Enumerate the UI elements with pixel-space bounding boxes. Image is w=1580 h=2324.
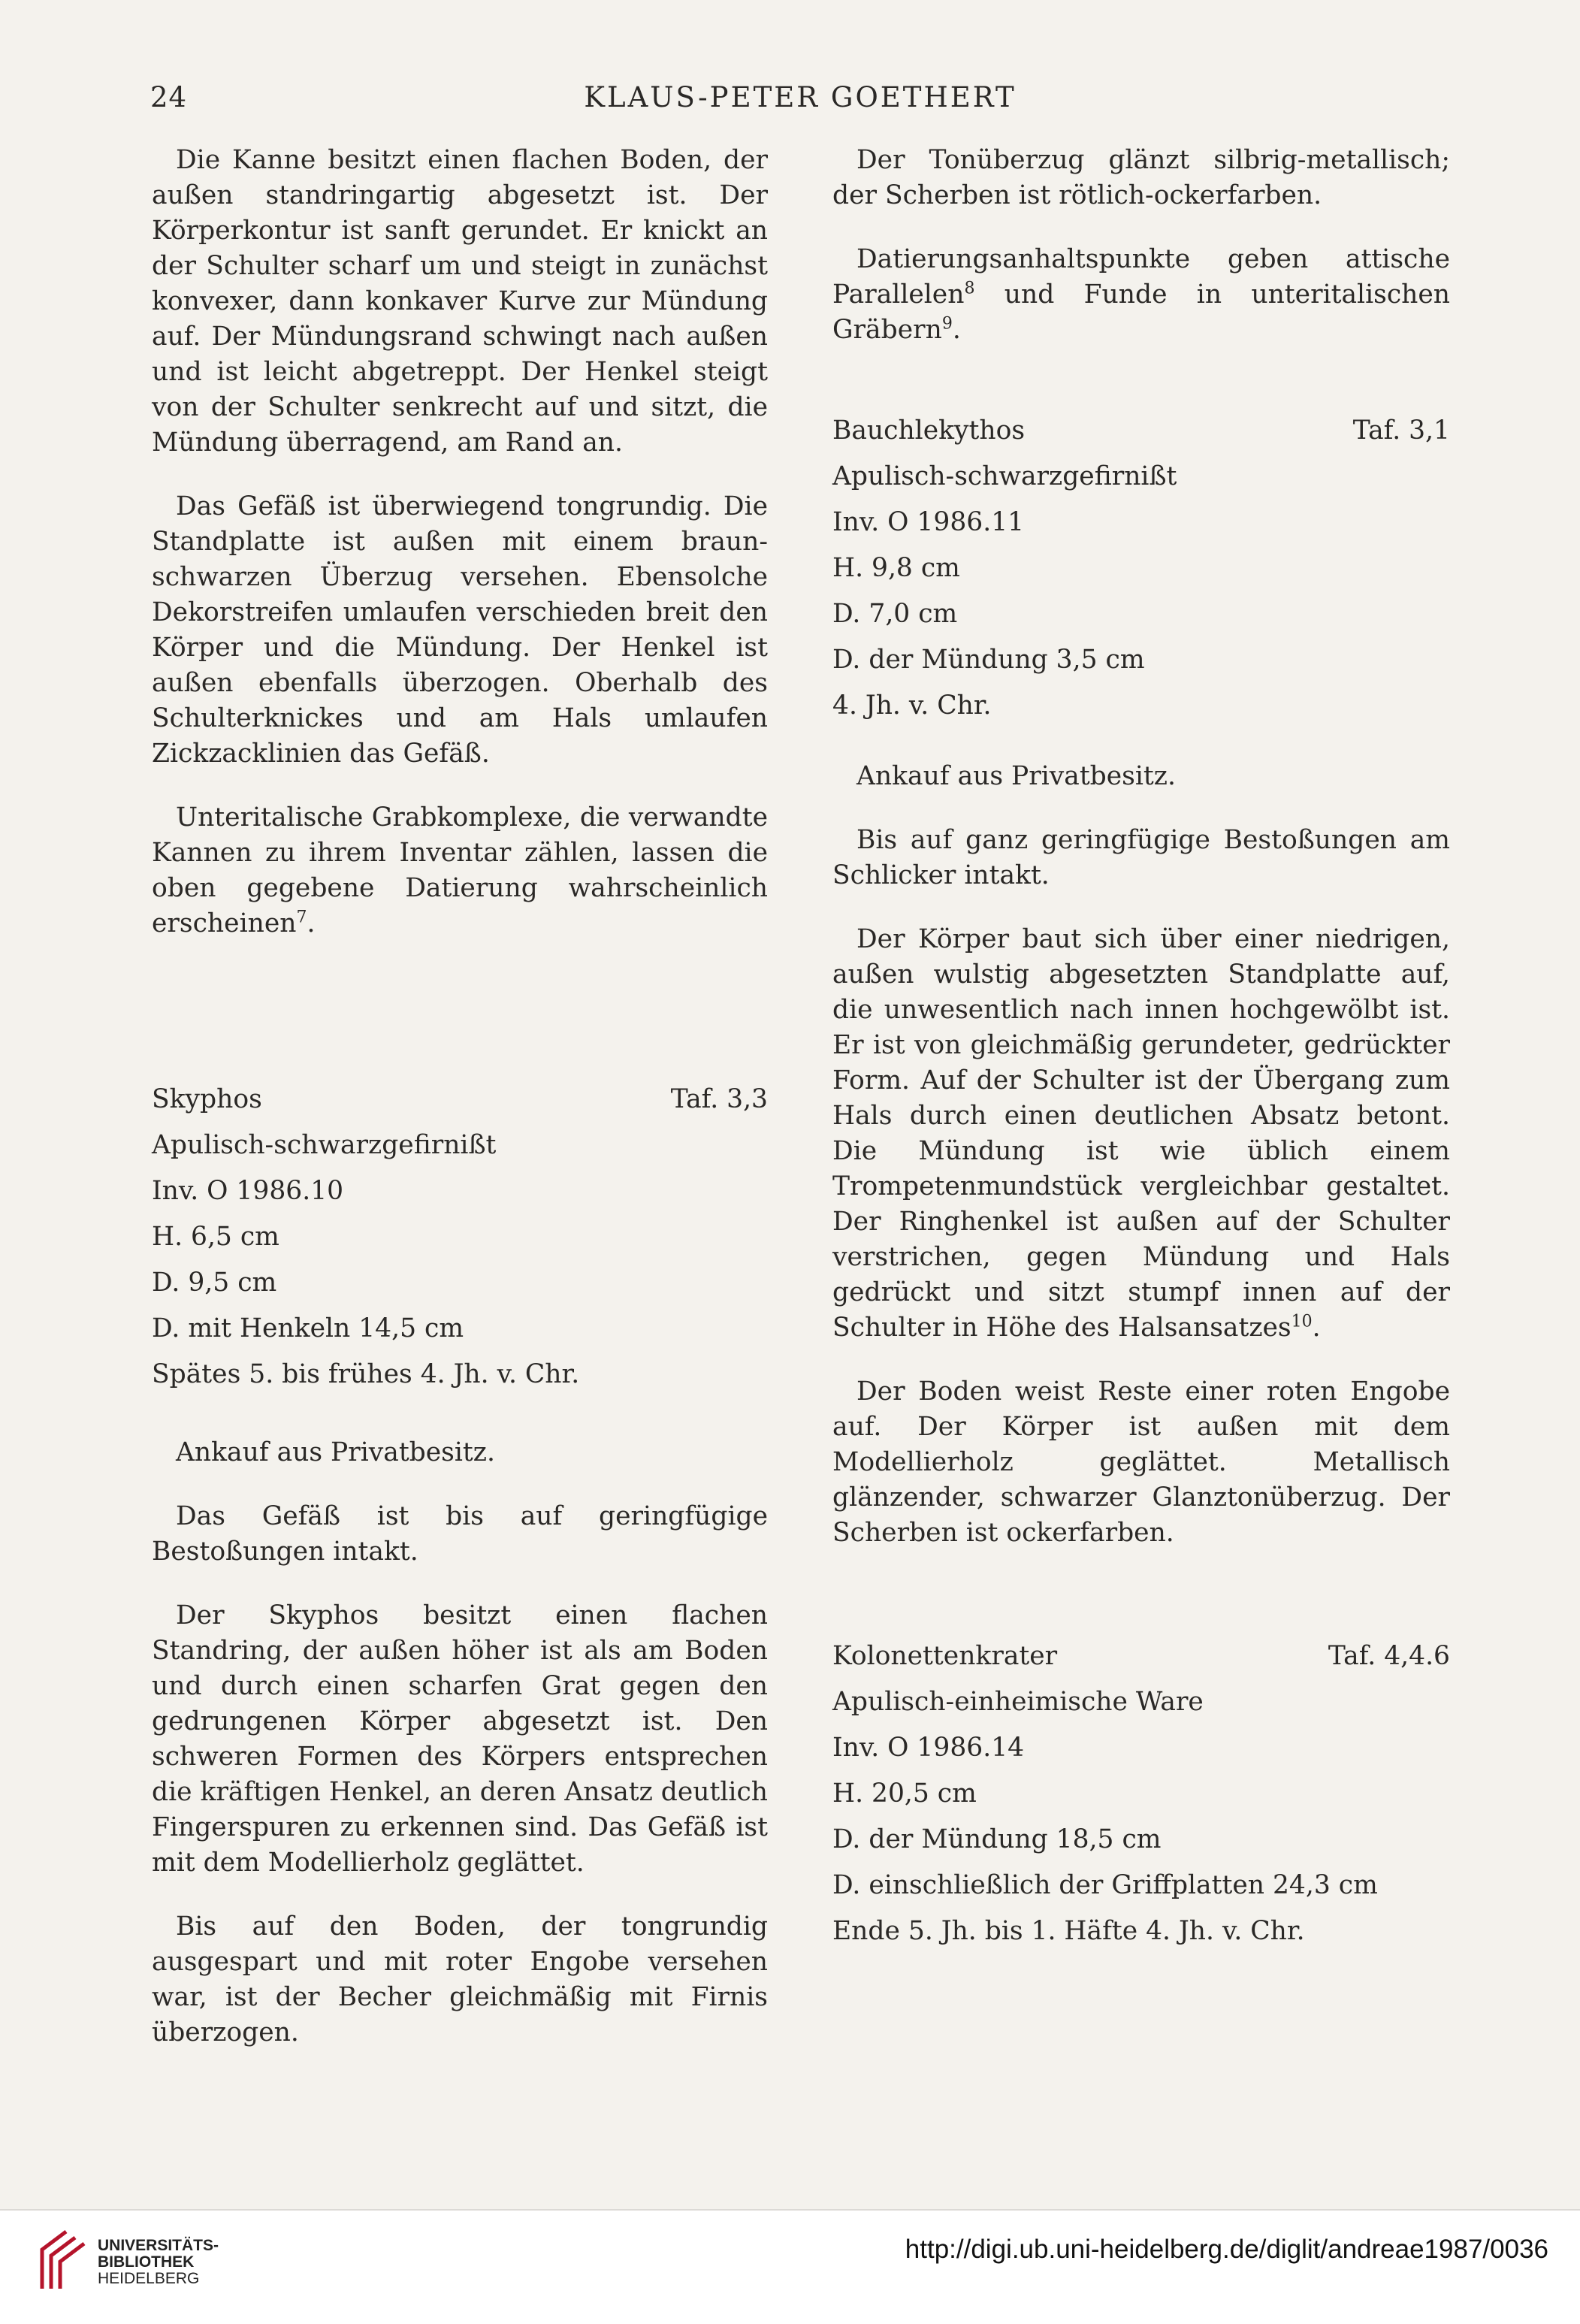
footnote-ref: 9 [941, 314, 953, 334]
entry-line: D. mit Henkeln 14,5 cm [152, 1313, 464, 1343]
entry-line: Apulisch-schwarzgefirnißt [152, 1130, 497, 1160]
entry-heading [832, 408, 1450, 454]
entry-line: D. 9,5 cm [152, 1268, 277, 1298]
library-logo-icon [36, 2227, 90, 2295]
catalog-entry-skyphos [152, 1077, 768, 1398]
entry-line: H. 20,5 cm [832, 1779, 977, 1809]
paragraph: Das Gefäß ist bis auf geringfügige Bestoßungen intakt. [152, 1501, 768, 1567]
left-column [152, 143, 768, 2079]
plate-reference: Taf. 3,1 [1352, 416, 1450, 446]
paragraph: Der Boden weist Reste einer roten Engobe auf. Der Körper ist außen mit dem Modellierholz geglättet. Metallisch glänzender, schwarzer Glanztonüberzug. Der Scherben ist ockerfarben. [832, 1377, 1450, 1548]
entry-line: 4. Jh. v. Chr. [832, 691, 992, 721]
paragraph: Ankauf aus Privatbesitz. [856, 761, 1176, 791]
plate-reference: Taf. 3,3 [670, 1084, 768, 1114]
paragraph: Der Skyphos besitzt einen flachen Standring, der außen höher ist als am Boden und durch einen scharfen Grat gegen den gedrungenen Körper abgesetzt ist. Den schweren Formen des Körpers entsprechen die kräftigen Henkel, an deren Ansatz deutlich Fingerspuren zu erkennen sind. Das Gefäß ist mit dem Modellierholz geglättet. [152, 1600, 768, 1878]
paragraph: Der Körper baut sich über einer niedrigen, außen wulstig abgesetzten Standplatte auf, die unwesentlich nach innen hochgewölbt ist. Er ist von gleichmäßig gerundeter, gedrückter Form. Auf der Schulter ist der Übergang zum Hals durch einen deutlichen Absatz betont. Die Mündung ist wie üblich einem Trompetenmundstück vergleichbar gestaltet. Der Ringhenkel ist außen auf der Schulter verstrichen, gegen Mündung und Hals gedrückt und sitzt stumpf innen auf der Schulter in Höhe des Halsansatzes$^{10}$. [832, 924, 1450, 1343]
entry-heading [152, 1077, 768, 1123]
paragraph: Datierungsanhaltspunkte geben attische Parallelen$^8$ und Funde in unteritalischen Gräbern$^9$. [832, 244, 1450, 345]
running-title: KLAUS-PETER GOETHERT [584, 81, 1017, 113]
entry-line: H. 6,5 cm [152, 1222, 279, 1252]
entry-title: Bauchlekythos [832, 416, 1026, 446]
paragraph: Bis auf den Boden, der tongrundig ausgespart und mit roter Engobe versehen war, ist der Becher gleichmäßig mit Firnis überzogen. [152, 1911, 768, 2047]
entry-line: D. 7,0 cm [832, 599, 958, 629]
footnote-ref: 7 [296, 908, 307, 927]
paragraph: Ankauf aus Privatbesitz. [176, 1437, 495, 1467]
entry-line: Apulisch-einheimische Ware [832, 1687, 1204, 1717]
entry-line: Inv. O 1986.10 [152, 1176, 344, 1206]
paragraph: Die Kanne besitzt einen flachen Boden, der außen standringartig abgesetzt ist. Der Körperkontur ist sanft gerundet. Er knickt an der Schulter scharf um und steigt in zunächst konvexer, dann konkaver Kurve zur Mündung auf. Der Mündungsrand schwingt nach außen und ist leicht abgetreppt. Der Henkel steigt von der Schulter senkrecht auf und sitzt, die Mündung überragend, am Rand an. [152, 145, 768, 458]
entry-line: Ende 5. Jh. bis 1. Häfte 4. Jh. v. Chr. [832, 1916, 1305, 1946]
footnote-ref: 10 [1291, 1312, 1313, 1331]
paragraph: Bis auf ganz geringfügige Bestoßungen am Schlicker intakt. [832, 825, 1450, 890]
paragraph: Unteritalische Grabkomplexe, die verwandte Kannen zu ihrem Inventar zählen, lassen die oben gegebene Datierung wahrscheinlich erscheinen$^7$. [152, 802, 768, 938]
entry-line: D. der Mündung 3,5 cm [832, 645, 1145, 675]
entry-line: H. 9,8 cm [832, 553, 960, 583]
right-column [832, 143, 1450, 1983]
entry-title: Skyphos [152, 1084, 262, 1114]
catalog-entry-lekythos [832, 408, 1450, 729]
entry-line: Apulisch-schwarzgefirnißt [832, 461, 1177, 491]
plate-reference: Taf. 4,4.6 [1328, 1641, 1450, 1671]
footnote-ref: 8 [964, 279, 975, 298]
page-number: 24 [150, 81, 188, 113]
paragraph: Der Tonüberzug glänzt silbrig-metallisch; der Scherben ist rötlich-ockerfarben. [832, 145, 1450, 210]
entry-line: Inv. O 1986.14 [832, 1733, 1025, 1763]
entry-title: Kolonettenkrater [832, 1641, 1058, 1671]
entry-line: D. der Mündung 18,5 cm [832, 1824, 1162, 1854]
running-header [150, 81, 1450, 126]
entry-line: D. einschließlich der Griffplatten 24,3 cm [832, 1870, 1378, 1900]
catalog-entry-krater [832, 1633, 1450, 1954]
permalink[interactable]: http://digi.ub.uni-heidelberg.de/diglit/andreae1987/0036 [905, 2235, 1548, 2264]
library-name: UNIVERSITÄTS- BIBLIOTHEK HEIDELBERG [98, 2237, 219, 2287]
viewer-footer [0, 2209, 1580, 2324]
paragraph: Das Gefäß ist überwiegend tongrundig. Die Standplatte ist außen mit einem braun-schwarzen Überzug versehen. Ebensolche Dekorstreifen umlaufen verschieden breit den Körper und die Mündung. Der Henkel ist außen ebenfalls überzogen. Oberhalb des Schulterknickes und am Hals umlaufen Zickzacklinien das Gefäß. [152, 491, 768, 769]
entry-line: Spätes 5. bis frühes 4. Jh. v. Chr. [152, 1359, 580, 1389]
entry-heading [832, 1633, 1450, 1679]
entry-line: Inv. O 1986.11 [832, 507, 1025, 537]
